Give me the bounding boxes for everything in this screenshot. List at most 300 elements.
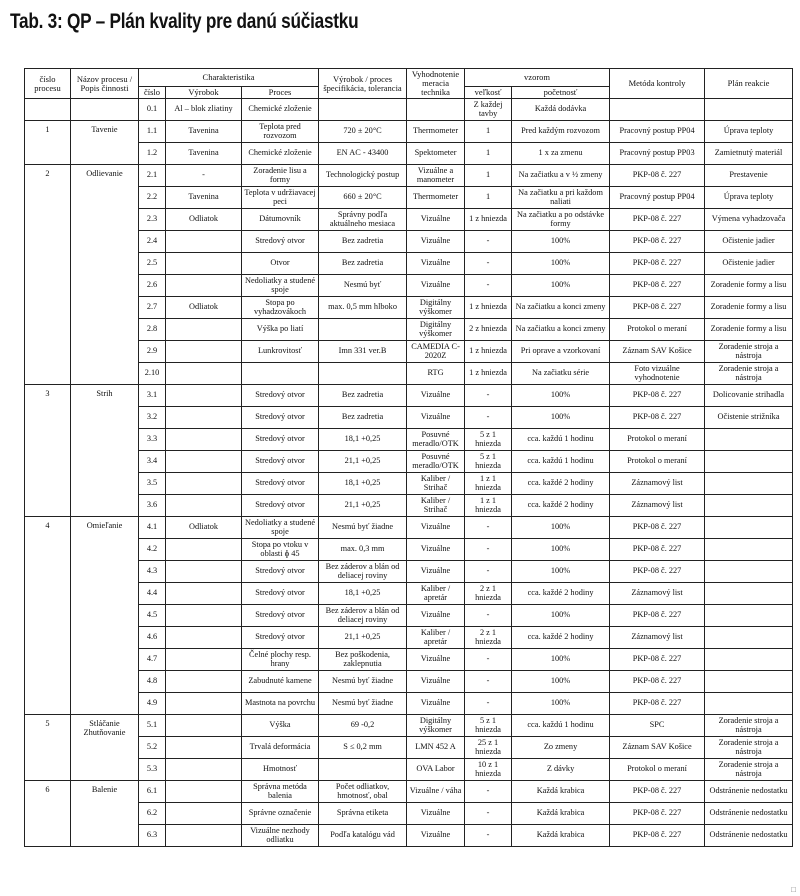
cell-method: Pracovný postup PP04 bbox=[610, 187, 705, 209]
cell-product bbox=[166, 539, 242, 561]
table-row bbox=[25, 341, 793, 363]
cell-product bbox=[166, 715, 242, 737]
cell-process: Mastnota na povrchu bbox=[242, 693, 319, 715]
cell-sample-size: - bbox=[465, 385, 512, 407]
cell-process: Vizuálne nezhody odliatku bbox=[242, 825, 319, 847]
cell-char-no: 2.8 bbox=[139, 319, 166, 341]
cell-spec: 21,1 +0,25 bbox=[319, 627, 407, 649]
cell-frequency: Na začiatku a po odstávke formy bbox=[512, 209, 610, 231]
cell-sample-size: - bbox=[465, 781, 512, 803]
cell-sample-size: 1 bbox=[465, 187, 512, 209]
cell-process: Dátumovník bbox=[242, 209, 319, 231]
cell-process-name: Balenie bbox=[71, 781, 139, 847]
table-row bbox=[25, 671, 793, 693]
cell-product bbox=[166, 429, 242, 451]
cell-eval: Vizuálne bbox=[407, 561, 465, 583]
cell-frequency: Pri oprave a vzorkovaní bbox=[512, 341, 610, 363]
cell-product bbox=[166, 451, 242, 473]
cell-sample-size: 1 bbox=[465, 121, 512, 143]
cell-spec: Nesmú byť bbox=[319, 275, 407, 297]
table-row bbox=[25, 451, 793, 473]
cell-process-name: Stláčanie Zhutňovanie bbox=[71, 715, 139, 781]
cell-eval: Vizuálne bbox=[407, 253, 465, 275]
cell-eval: Vizuálne bbox=[407, 231, 465, 253]
cell-spec: Správna etiketa bbox=[319, 803, 407, 825]
header-freq: početnosť bbox=[512, 87, 610, 99]
cell-method: PKP-08 č. 227 bbox=[610, 275, 705, 297]
cell-eval: Thermometer bbox=[407, 187, 465, 209]
cell-method: PKP-08 č. 227 bbox=[610, 561, 705, 583]
cell-reaction: Zoradenie formy a lisu bbox=[705, 275, 793, 297]
cell-method: PKP-08 č. 227 bbox=[610, 517, 705, 539]
header-reaction: Plán reakcie bbox=[705, 69, 793, 99]
header-characteristic: Charakteristika bbox=[139, 69, 319, 87]
cell-process: Čelné plochy resp. hrany bbox=[242, 649, 319, 671]
cell-frequency: 100% bbox=[512, 693, 610, 715]
cell-sample-size: - bbox=[465, 693, 512, 715]
cell-sample-size: - bbox=[465, 231, 512, 253]
cell-product: Tavenina bbox=[166, 121, 242, 143]
cell-eval: Kaliber / Strihač bbox=[407, 495, 465, 517]
cell-process: Stredový otvor bbox=[242, 627, 319, 649]
cell-eval: Kaliber / apretár bbox=[407, 583, 465, 605]
cell-sample-size: 1 z 1 hniezda bbox=[465, 495, 512, 517]
cell-frequency: cca. každé 2 hodiny bbox=[512, 583, 610, 605]
cell-eval: Vizuálne bbox=[407, 825, 465, 847]
cell-char-no: 5.3 bbox=[139, 759, 166, 781]
cell-process-name: Tavenie bbox=[71, 121, 139, 165]
cell-reaction: Odstránenie nedostatku bbox=[705, 825, 793, 847]
cell-process: Zabudnuté kamene bbox=[242, 671, 319, 693]
table-row bbox=[25, 781, 793, 803]
cell-process-no bbox=[25, 99, 71, 121]
cell-char-no: 6.1 bbox=[139, 781, 166, 803]
cell-frequency: 100% bbox=[512, 385, 610, 407]
cell-sample-size: 1 z hniezda bbox=[465, 363, 512, 385]
cell-reaction: Zoradenie stroja a nástroja bbox=[705, 715, 793, 737]
cell-spec bbox=[319, 759, 407, 781]
cell-process: Stredový otvor bbox=[242, 605, 319, 627]
cell-product bbox=[166, 825, 242, 847]
cell-sample-size: - bbox=[465, 649, 512, 671]
cell-frequency: 100% bbox=[512, 275, 610, 297]
cell-frequency: cca. každé 2 hodiny bbox=[512, 627, 610, 649]
cell-sample-size: - bbox=[465, 803, 512, 825]
cell-sample-size: 1 z hniezda bbox=[465, 297, 512, 319]
cell-reaction: Dolicovanie strihadla bbox=[705, 385, 793, 407]
cell-reaction bbox=[705, 473, 793, 495]
cell-sample-size: 1 bbox=[465, 165, 512, 187]
cell-frequency: cca. každú 1 hodinu bbox=[512, 451, 610, 473]
cell-char-no: 3.6 bbox=[139, 495, 166, 517]
cell-eval: Digitálny výškomer bbox=[407, 715, 465, 737]
cell-eval: Digitálny výškomer bbox=[407, 319, 465, 341]
cell-product bbox=[166, 759, 242, 781]
cell-process-no: 5 bbox=[25, 715, 71, 781]
table-row bbox=[25, 385, 793, 407]
cell-method: Protokol o meraní bbox=[610, 759, 705, 781]
cell-spec: Nesmú byť žiadne bbox=[319, 517, 407, 539]
cell-process: Výška po liatí bbox=[242, 319, 319, 341]
cell-process: Stredový otvor bbox=[242, 473, 319, 495]
cell-reaction bbox=[705, 671, 793, 693]
cell-sample-size: 1 z 1 hniezda bbox=[465, 473, 512, 495]
cell-reaction bbox=[705, 627, 793, 649]
cell-reaction bbox=[705, 605, 793, 627]
cell-reaction bbox=[705, 495, 793, 517]
cell-frequency: 1 x za zmenu bbox=[512, 143, 610, 165]
cell-process: Lunkrovitosť bbox=[242, 341, 319, 363]
cell-process: Stredový otvor bbox=[242, 385, 319, 407]
cell-process: Otvor bbox=[242, 253, 319, 275]
cell-frequency: 100% bbox=[512, 407, 610, 429]
cell-frequency: Z dávky bbox=[512, 759, 610, 781]
cell-process: Hmotnosť bbox=[242, 759, 319, 781]
table-row bbox=[25, 737, 793, 759]
table-row bbox=[25, 561, 793, 583]
cell-reaction bbox=[705, 649, 793, 671]
cell-char-no: 4.7 bbox=[139, 649, 166, 671]
cell-product: Odliatok bbox=[166, 209, 242, 231]
cell-frequency: Zo zmeny bbox=[512, 737, 610, 759]
cell-reaction: Zoradenie formy a lisu bbox=[705, 297, 793, 319]
cell-sample-size: - bbox=[465, 539, 512, 561]
cell-char-no: 3.5 bbox=[139, 473, 166, 495]
cell-eval: LMN 452 A bbox=[407, 737, 465, 759]
cell-char-no: 4.9 bbox=[139, 693, 166, 715]
cell-char-no: 2.4 bbox=[139, 231, 166, 253]
header-eval: Vyhodnotenie meracia technika bbox=[407, 69, 465, 99]
cell-product: Tavenina bbox=[166, 143, 242, 165]
cell-process-no: 3 bbox=[25, 385, 71, 517]
table-row bbox=[25, 407, 793, 429]
cell-sample-size: - bbox=[465, 605, 512, 627]
header-sample: vzorom bbox=[465, 69, 610, 87]
cell-frequency: 100% bbox=[512, 231, 610, 253]
table-row bbox=[25, 143, 793, 165]
table-row bbox=[25, 759, 793, 781]
cell-spec: max. 0,5 mm hlboko bbox=[319, 297, 407, 319]
cell-eval: Kaliber / apretár bbox=[407, 627, 465, 649]
cell-spec bbox=[319, 319, 407, 341]
cell-eval: Vizuálne bbox=[407, 693, 465, 715]
table-row bbox=[25, 517, 793, 539]
cell-spec: 18,1 +0,25 bbox=[319, 429, 407, 451]
cell-frequency: Každá krabica bbox=[512, 781, 610, 803]
cell-char-no: 2.2 bbox=[139, 187, 166, 209]
cell-frequency: cca. každú 1 hodinu bbox=[512, 715, 610, 737]
cell-char-no: 4.6 bbox=[139, 627, 166, 649]
cell-frequency: Každá dodávka bbox=[512, 99, 610, 121]
cell-char-no: 6.3 bbox=[139, 825, 166, 847]
cell-eval: Vizuálne bbox=[407, 803, 465, 825]
cell-product bbox=[166, 693, 242, 715]
cell-reaction bbox=[705, 517, 793, 539]
cell-method: PKP-08 č. 227 bbox=[610, 781, 705, 803]
cell-eval: Vizuálne bbox=[407, 407, 465, 429]
cell-process: Správna metóda balenia bbox=[242, 781, 319, 803]
cell-method: Záznamový list bbox=[610, 627, 705, 649]
cell-product: Tavenina bbox=[166, 187, 242, 209]
cell-spec: Bez záderov a blán od deliacej roviny bbox=[319, 561, 407, 583]
cell-process-no: 4 bbox=[25, 517, 71, 715]
cell-product bbox=[166, 781, 242, 803]
cell-char-no: 4.5 bbox=[139, 605, 166, 627]
table-row bbox=[25, 605, 793, 627]
cell-eval: Posuvné meradlo/OTK bbox=[407, 429, 465, 451]
cell-sample-size: 1 z hniezda bbox=[465, 209, 512, 231]
cell-eval: CAMEDIA C- 2020Z bbox=[407, 341, 465, 363]
cell-spec: 18,1 +0,25 bbox=[319, 473, 407, 495]
cell-method: Protokol o meraní bbox=[610, 451, 705, 473]
cell-reaction bbox=[705, 99, 793, 121]
header-product: Výrobok bbox=[166, 87, 242, 99]
cell-process bbox=[242, 363, 319, 385]
cell-frequency: cca. každé 2 hodiny bbox=[512, 473, 610, 495]
cell-method: PKP-08 č. 227 bbox=[610, 671, 705, 693]
cell-spec: Bez zadretia bbox=[319, 253, 407, 275]
cell-eval: Kaliber / Strihač bbox=[407, 473, 465, 495]
table-row bbox=[25, 209, 793, 231]
cell-reaction: Výmena vyhadzovača bbox=[705, 209, 793, 231]
cell-product bbox=[166, 737, 242, 759]
cell-spec: Technologický postup bbox=[319, 165, 407, 187]
cell-product bbox=[166, 363, 242, 385]
cell-char-no: 4.4 bbox=[139, 583, 166, 605]
cell-method: Foto vizuálne vyhodnotenie bbox=[610, 363, 705, 385]
cell-char-no: 4.3 bbox=[139, 561, 166, 583]
cell-method: PKP-08 č. 227 bbox=[610, 539, 705, 561]
cell-eval: Spektometer bbox=[407, 143, 465, 165]
cell-reaction: Odstránenie nedostatku bbox=[705, 803, 793, 825]
header-spec: Výrobok / proces špecifikácia, tolerancia bbox=[319, 69, 407, 99]
cell-char-no: 3.2 bbox=[139, 407, 166, 429]
cell-product bbox=[166, 341, 242, 363]
cell-spec bbox=[319, 99, 407, 121]
cell-method: PKP-08 č. 227 bbox=[610, 253, 705, 275]
table-row bbox=[25, 297, 793, 319]
cell-spec: 720 ± 20°C bbox=[319, 121, 407, 143]
cell-reaction bbox=[705, 539, 793, 561]
cell-frequency: cca. každé 2 hodiny bbox=[512, 495, 610, 517]
cell-product bbox=[166, 385, 242, 407]
cell-eval: Vizuálne / váha bbox=[407, 781, 465, 803]
cell-eval: Vizuálne bbox=[407, 517, 465, 539]
cell-product bbox=[166, 275, 242, 297]
cell-process: Stredový otvor bbox=[242, 451, 319, 473]
cell-spec: Bez zadretia bbox=[319, 385, 407, 407]
cell-process: Stopa po vtoku v oblasti ɸ 45 bbox=[242, 539, 319, 561]
cell-method: Protokol o meraní bbox=[610, 319, 705, 341]
cell-method: PKP-08 č. 227 bbox=[610, 605, 705, 627]
cell-char-no: 1.2 bbox=[139, 143, 166, 165]
cell-char-no: 5.2 bbox=[139, 737, 166, 759]
cell-char-no: 2.5 bbox=[139, 253, 166, 275]
cell-product: Al – blok zliatiny bbox=[166, 99, 242, 121]
cell-reaction: Prestavenie bbox=[705, 165, 793, 187]
cell-spec: Bez poškodenia, zaklepnutia bbox=[319, 649, 407, 671]
cell-reaction bbox=[705, 429, 793, 451]
cell-eval: OVA Labor bbox=[407, 759, 465, 781]
cell-frequency: Na začiatku a konci zmeny bbox=[512, 297, 610, 319]
cell-char-no: 6.2 bbox=[139, 803, 166, 825]
cell-method: Záznam SAV Košice bbox=[610, 737, 705, 759]
cell-product bbox=[166, 319, 242, 341]
header-char-no: číslo bbox=[139, 87, 166, 99]
page-title: Tab. 3: QP – Plán kvality pre danú súčiastku bbox=[10, 10, 359, 33]
cell-product bbox=[166, 561, 242, 583]
cell-process-name bbox=[71, 99, 139, 121]
cell-sample-size: 2 z 1 hniezda bbox=[465, 583, 512, 605]
cell-frequency: 100% bbox=[512, 517, 610, 539]
cell-spec: Bez záderov a blán od deliacej roviny bbox=[319, 605, 407, 627]
cell-frequency: 100% bbox=[512, 253, 610, 275]
cell-sample-size: - bbox=[465, 517, 512, 539]
cell-product bbox=[166, 583, 242, 605]
cell-product bbox=[166, 231, 242, 253]
cell-spec: Správny podľa aktuálneho mesiaca bbox=[319, 209, 407, 231]
cell-char-no: 3.4 bbox=[139, 451, 166, 473]
table-row bbox=[25, 693, 793, 715]
cell-eval: Posuvné meradlo/OTK bbox=[407, 451, 465, 473]
cell-char-no: 3.1 bbox=[139, 385, 166, 407]
cell-sample-size: 1 bbox=[465, 143, 512, 165]
cell-sample-size: 5 z 1 hniezda bbox=[465, 429, 512, 451]
header-process-name: Názov procesu / Popis činnosti bbox=[71, 69, 139, 99]
cell-reaction: Očistenie strižníka bbox=[705, 407, 793, 429]
table-row bbox=[25, 231, 793, 253]
table-row bbox=[25, 803, 793, 825]
table-row bbox=[25, 275, 793, 297]
cell-product bbox=[166, 473, 242, 495]
cell-process: Chemické zloženie bbox=[242, 143, 319, 165]
cell-spec: 18,1 +0,25 bbox=[319, 583, 407, 605]
cell-spec: EN AC - 43400 bbox=[319, 143, 407, 165]
cell-sample-size: 2 z 1 hniezda bbox=[465, 627, 512, 649]
cell-frequency: Pred každým rozvozom bbox=[512, 121, 610, 143]
cell-spec: Bez zadretia bbox=[319, 231, 407, 253]
cell-eval: RTG bbox=[407, 363, 465, 385]
cell-reaction: Očistenie jadier bbox=[705, 253, 793, 275]
cell-method: PKP-08 č. 227 bbox=[610, 231, 705, 253]
cell-char-no: 2.3 bbox=[139, 209, 166, 231]
cell-method: PKP-08 č. 227 bbox=[610, 385, 705, 407]
cell-method: Záznamový list bbox=[610, 473, 705, 495]
cell-reaction: Zamietnutý materiál bbox=[705, 143, 793, 165]
cell-char-no: 4.8 bbox=[139, 671, 166, 693]
cell-method: Protokol o meraní bbox=[610, 429, 705, 451]
cell-product bbox=[166, 671, 242, 693]
cell-char-no: 2.10 bbox=[139, 363, 166, 385]
table-row bbox=[25, 825, 793, 847]
cell-reaction: Zoradenie stroja a nástroja bbox=[705, 737, 793, 759]
cell-char-no: 4.2 bbox=[139, 539, 166, 561]
cell-process: Teplota v udržiavacej peci bbox=[242, 187, 319, 209]
cell-sample-size: 2 z hniezda bbox=[465, 319, 512, 341]
cell-product: - bbox=[166, 165, 242, 187]
cell-method: PKP-08 č. 227 bbox=[610, 297, 705, 319]
cell-spec bbox=[319, 363, 407, 385]
cell-spec: Bez zadretia bbox=[319, 407, 407, 429]
cell-reaction: Úprava teploty bbox=[705, 121, 793, 143]
table-row bbox=[25, 363, 793, 385]
cell-frequency: 100% bbox=[512, 649, 610, 671]
cell-product bbox=[166, 649, 242, 671]
header-method: Metóda kontroly bbox=[610, 69, 705, 99]
header-size: veľkosť bbox=[465, 87, 512, 99]
table-row bbox=[25, 165, 793, 187]
cell-eval: Vizuálne bbox=[407, 209, 465, 231]
cell-eval: Digitálny výškomer bbox=[407, 297, 465, 319]
table-row bbox=[25, 253, 793, 275]
cell-spec: Imn 331 ver.B bbox=[319, 341, 407, 363]
cell-process-name: Omieľanie bbox=[71, 517, 139, 715]
corner-mark: □ bbox=[791, 885, 796, 894]
cell-reaction: Úprava teploty bbox=[705, 187, 793, 209]
cell-frequency: Na začiatku a pri každom naliati bbox=[512, 187, 610, 209]
cell-reaction bbox=[705, 451, 793, 473]
cell-eval: Vizuálne a manometer bbox=[407, 165, 465, 187]
cell-process: Chemické zloženie bbox=[242, 99, 319, 121]
cell-reaction: Zoradenie stroja a nástroja bbox=[705, 363, 793, 385]
cell-sample-size: 10 z 1 hniezda bbox=[465, 759, 512, 781]
cell-char-no: 0.1 bbox=[139, 99, 166, 121]
cell-process: Teplota pred rozvozom bbox=[242, 121, 319, 143]
cell-method: Záznamový list bbox=[610, 495, 705, 517]
cell-frequency: Na začiatku a v ½ zmeny bbox=[512, 165, 610, 187]
cell-method: Záznam SAV Košice bbox=[610, 341, 705, 363]
cell-spec: S ≤ 0,2 mm bbox=[319, 737, 407, 759]
cell-sample-size: - bbox=[465, 825, 512, 847]
cell-char-no: 2.6 bbox=[139, 275, 166, 297]
cell-process-no: 6 bbox=[25, 781, 71, 847]
table-row bbox=[25, 583, 793, 605]
cell-sample-size: - bbox=[465, 561, 512, 583]
cell-reaction bbox=[705, 561, 793, 583]
cell-product bbox=[166, 803, 242, 825]
quality-plan-table bbox=[24, 68, 793, 847]
cell-spec: 69 -0,2 bbox=[319, 715, 407, 737]
table-row bbox=[25, 715, 793, 737]
cell-frequency: Každá krabica bbox=[512, 825, 610, 847]
cell-eval: Vizuálne bbox=[407, 275, 465, 297]
cell-sample-size: 5 z 1 hniezda bbox=[465, 715, 512, 737]
table-row bbox=[25, 627, 793, 649]
table-row bbox=[25, 319, 793, 341]
cell-method: PKP-08 č. 227 bbox=[610, 825, 705, 847]
cell-product bbox=[166, 605, 242, 627]
cell-spec: max. 0,3 mm bbox=[319, 539, 407, 561]
cell-char-no: 4.1 bbox=[139, 517, 166, 539]
cell-method: Pracovný postup PP04 bbox=[610, 121, 705, 143]
cell-product bbox=[166, 495, 242, 517]
cell-reaction bbox=[705, 583, 793, 605]
cell-reaction: Odstránenie nedostatku bbox=[705, 781, 793, 803]
cell-method bbox=[610, 99, 705, 121]
cell-product: Odliatok bbox=[166, 517, 242, 539]
cell-char-no: 2.1 bbox=[139, 165, 166, 187]
cell-process: Stredový otvor bbox=[242, 231, 319, 253]
cell-process-name: Odlievanie bbox=[71, 165, 139, 385]
table-row bbox=[25, 495, 793, 517]
cell-process-no: 2 bbox=[25, 165, 71, 385]
cell-spec: Podľa katalógu vád bbox=[319, 825, 407, 847]
cell-method: Záznamový list bbox=[610, 583, 705, 605]
cell-eval: Vizuálne bbox=[407, 385, 465, 407]
table-row bbox=[25, 121, 793, 143]
table-row bbox=[25, 187, 793, 209]
table-row bbox=[25, 99, 793, 121]
